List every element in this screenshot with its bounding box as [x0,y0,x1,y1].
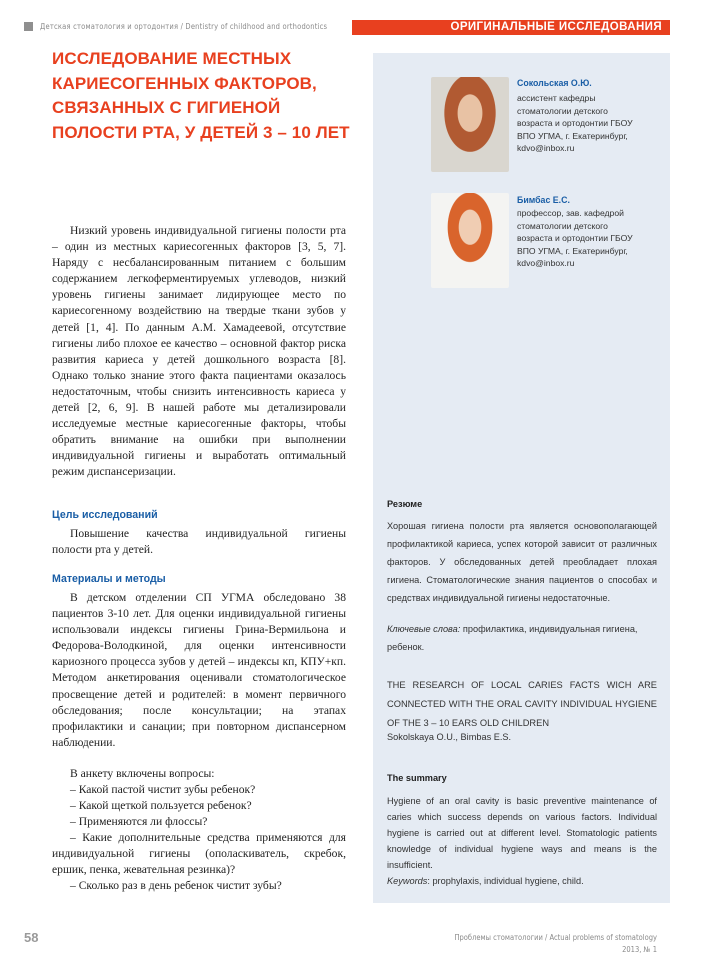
intro-paragraph: Низкий уровень индивидуальной гигиены полости рта – один из местных кариесогенных факторов [3, 5, 7]. Наряду с несбалансированным питанием с большим содержанием легкоферментируемых углеводов, низкий уровень гигиены занимает лидирующее место по кариесогенному воздействию на твердые ткани зубов у детей [1, 4]. По данным А.М. Хамадеевой, отсутствие гигиены либо плохое ее качество – основной фактор риска развития кариеса у детей дошкольного возраста [8]. Однако только знание этого факта пациентами оказалось недостаточным, чтобы снизить интенсивность кариеса у детей [2, 6, 9]. В нашей работе мы детализировали исследуемые местные кариесогенные факторы, чтобы обратить внимание на ошибки при выполнении индивидуальной гигиены и выработать оптимальный режим диспансеризации. [52,224,346,479]
author-2-line: ВПО УГМА, г. Екатеринбург, [517,245,628,256]
methods-heading: Материалы и методы [52,573,166,585]
author-2-line: возраста и ортодонтии ГБОУ [517,233,633,244]
footer-journal-name: Проблемы стоматологии / Actual problems of stomatology [454,933,657,942]
abstract-en-text: Hygiene of an oral cavity is basic preventive maintenance of caries which success depends on various factors. Individual hygiene is carried out at different level. Stomatologic patients knowledge of individual hygiene ways and means is the insufficient. [387,796,657,870]
header-square-mark [24,22,33,31]
author-info-2 [517,207,662,270]
question-item: – Какой пастой чистит зубы ребенок? [70,783,256,796]
question-item: – Какой щеткой пользуется ребенок? [70,799,252,812]
article-title: ИССЛЕДОВАНИЕ МЕСТНЫХ КАРИЕСОГЕННЫХ ФАКТОРОВ, СВЯЗАННЫХ С ГИГИЕНОЙ ПОЛОСТИ РТА, У ДЕТЕЙ 3 – 10 ЛЕТ [52,49,350,142]
footer-issue: 2013, № 1 [622,945,657,954]
abstract-ru-text: Хорошая гигиена полости рта является основополагающей профилактикой кариеса, успех которой зависит от различных факторов. У обследованных детей преобладает плохая гигиена. Стоматологические знания пациентов о способах и средствах индивидуальной гигиены недостаточные. [387,521,657,603]
author-2-line: стоматологии детского [517,220,608,231]
author-1-line: ВПО УГМА, г. Екатеринбург, [517,130,628,141]
abstract-en-title: THE RESEARCH OF LOCAL CARIES FACTS WICH ARE CONNECTED WITH THE ORAL CAVITY INDIVIDUAL HYGIENE OF THE 3 – 10 EARS OLD CHILDREN [387,680,657,728]
goal-heading: Цель исследований [52,509,158,521]
author-1-email[interactable]: kdvo@inbox.ru [517,143,575,154]
abstract-en-heading: The summary [387,773,447,783]
author-info-1 [517,92,662,155]
author-1-line: стоматологии детского [517,105,608,116]
keywords-ru [387,620,657,656]
goal-paragraph: Повышение качества индивидуальной гигиены полости рта у детей. [52,527,346,557]
author-2-line: профессор, зав. кафедрой [517,208,624,218]
header-journal-name: Детская стоматология и ортодонтия / Dentistry of childhood and orthodontics [40,22,328,31]
header-section-label: ОРИГИНАЛЬНЫЕ ИССЛЕДОВАНИЯ [450,21,662,33]
keywords-en-values: : prophylaxis, individual hygiene, child. [427,876,584,886]
abstract-ru-heading: Резюме [387,499,423,509]
methods-paragraph: В детском отделении СП УГМА обследовано 38 пациентов 3-10 лет. Для оценки индивидуальной гигиены использовали индексы гигиены Грина-Вермильона и Федорова-Володкиной, для оценки интенсивности кариозного процесса зубов у детей – индексы кп, КПУ+кп. Методом анкетирования оценивали стоматологическое просвещение детей и родителей: в момент первичного обследования; после консультации; на этапах профилактики и санации; при повторном диспансерном наблюдении. [52,591,346,749]
author-2-email[interactable]: kdvo@inbox.ru [517,258,575,269]
author-name-2: Бимбас Е.С. [517,195,570,205]
author-photo-bimbas [431,193,509,288]
page-number: 58 [24,930,39,945]
question-item: – Применяются ли флоссы? [70,815,208,828]
author-1-line: ассистент кафедры [517,93,596,103]
keywords-en-label: Keywords [387,876,428,886]
keywords-en [387,876,584,886]
author-photo-sokolskaya [431,77,509,172]
abstract-en-authors: Sokolskaya O.U., Bimbas E.S. [387,732,512,742]
questions-intro: В анкету включены вопросы: [70,767,215,780]
author-name-1: Сокольская О.Ю. [517,78,592,88]
question-item: – Сколько раз в день ребенок чистит зубы? [70,879,282,892]
keywords-ru-label: Ключевые слова: [387,624,461,634]
question-item: – Какие дополнительные средства применяются для индивидуальной гигиены (ополаскиватель, скребок, ершик, пенка, жевательная резинка)? [52,831,346,877]
author-1-line: возраста и ортодонтии ГБОУ [517,118,633,129]
keywords-ru-values: профилактика, индивидуальная гигиена, ребенок. [387,624,638,652]
